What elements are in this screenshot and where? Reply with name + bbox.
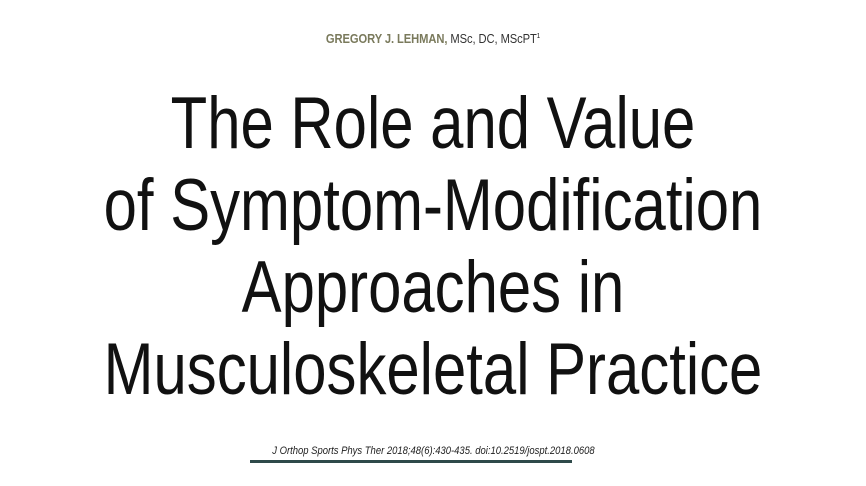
citation-text: J Orthop Sports Phys Ther 2018;48(6):430-435. doi:10.2519/jospt.2018.0608 (271, 445, 595, 457)
title-line-1: The Role and Value (170, 83, 696, 164)
affiliation-mark: 1 (536, 33, 541, 40)
article-title (0, 83, 866, 411)
title-line-3: Approaches in (241, 247, 625, 328)
author-byline (61, 31, 806, 46)
title-line-4: Musculoskeletal Practice (103, 329, 763, 410)
journal-citation (0, 441, 866, 459)
author-name: GREGORY J. LEHMAN, (325, 31, 448, 46)
title-line-2: of Symptom-Modification (103, 165, 763, 246)
author-credentials: MSc, DC, MScPT (447, 31, 537, 46)
citation-underline-rule (250, 460, 572, 463)
